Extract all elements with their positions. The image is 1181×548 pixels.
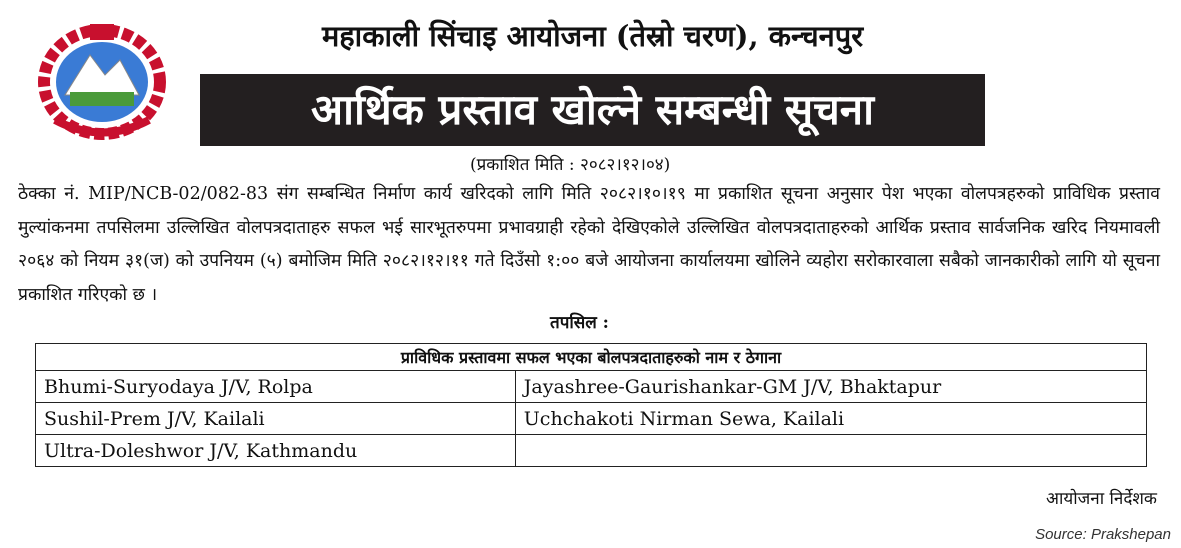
table-cell: Ultra-Doleshwor J/V, Kathmandu: [36, 435, 516, 467]
notice-paragraph: ठेक्का नं. MIP/NCB-02/082-83 संग सम्बन्धित निर्माण कार्य खरिदको लागि मिति २०८२।१०।१९ मा प्रकाशित सूचना अनुसार पेश भएका वोलपत्रहरुको प्राविधिक प्रस्ताव मुल्यांकनमा तपसिलमा उल्लिखित वोलपत्रदाताहरु सफल भई सारभूतरुपमा प्रभावग्राही रहेको देखिएकोले उल्लिखित वोलपत्रदाताहरुको आर्थिक प्रस्ताव सार्वजनिक खरिद नियमावली २०६४ को नियम ३१(ज) को उपनियम (५) बमोजिम मिति २०८२।१२।११ गते दिउँसो १:०० बजे आयोजना कार्यालयमा खोलिने व्यहोरा सरोकारवाला सबैको जानकारीको लागि यो सूचना प्रकाशित गरिएको छ ।: [18, 184, 1160, 305]
table-row: [36, 435, 1147, 467]
table-cell: [515, 435, 1146, 467]
notice-title: आर्थिक प्रस्ताव खोल्ने सम्बन्धी सूचना: [200, 74, 985, 146]
signatory: आयोजना निर्देशक: [1046, 489, 1157, 509]
source-credit: Source: Prakshepan: [1035, 526, 1171, 543]
bidders-table: [35, 343, 1147, 467]
table-cell: Sushil-Prem J/V, Kailali: [36, 403, 516, 435]
table-cell: Jayashree-Gaurishankar-GM J/V, Bhaktapur: [515, 371, 1146, 403]
tapsil-label: तपसिल :: [550, 313, 609, 333]
table-cell: Uchchakoti Nirman Sewa, Kailali: [515, 403, 1146, 435]
table-cell: Bhumi-Suryodaya J/V, Rolpa: [36, 371, 516, 403]
table-row: [36, 371, 1147, 403]
nepal-emblem-icon: [35, 20, 170, 142]
published-date: (प्रकाशित मिति : २०८२।१२।०४): [470, 155, 671, 175]
organization-name: महाकाली सिंचाइ आयोजना (तेस्रो चरण), कन्चनपुर: [321, 19, 864, 53]
table-row: [36, 403, 1147, 435]
table-header: प्राविधिक प्रस्तावमा सफल भएका बोलपत्रदाताहरुको नाम र ठेगाना: [36, 344, 1147, 371]
